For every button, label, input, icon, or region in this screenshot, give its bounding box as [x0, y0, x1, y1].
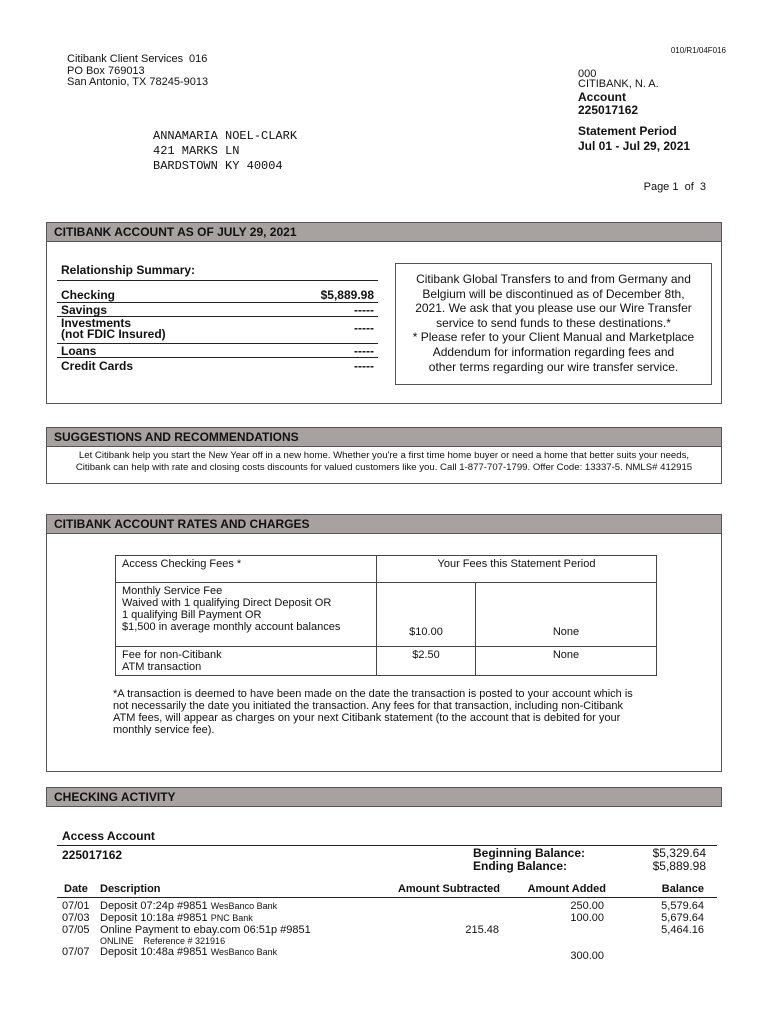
recipient-name: ANNAMARIA NOEL-CLARK [153, 129, 298, 143]
recipient-address-line1: 421 MARKS LN [153, 144, 240, 158]
monthly-fee-amount: $10.00 [377, 583, 476, 647]
row-desc-bank: WesBanco Bank [210, 947, 278, 957]
fees-header-left: Access Checking Fees * [116, 556, 377, 583]
notice-line: 2021. We ask that you please use our Wire Transfer [415, 301, 692, 316]
summary-rule [57, 357, 378, 358]
row-description [100, 946, 277, 958]
monthly-fee-line: $1,500 in average monthly account balances [122, 621, 341, 633]
summary-row-credit-cards [61, 359, 378, 373]
summary-row-loans [61, 344, 378, 358]
col-date: Date [64, 883, 88, 895]
suggestion-line: Let Citibank help you start the New Year off in a new home. Whether you're a first time home buyer or need a home that better suits your needs, [78, 450, 690, 461]
atm-fee-line: Fee for non-Citibank [122, 649, 222, 661]
row-description [100, 912, 253, 924]
summary-row-label: Savings [61, 303, 108, 317]
row-added: 300.00 [570, 950, 604, 962]
notice-line: * Please refer to your Client Manual and Marketplace [412, 330, 695, 345]
notice-line: Belgium will be discontinued as of December 8th, [422, 286, 685, 301]
fees-table [115, 555, 657, 676]
row-balance: 5,579.64 [661, 900, 704, 912]
table-row [57, 946, 717, 962]
atm-fee-line: ATM transaction [122, 661, 202, 673]
notice-line: Citibank Global Transfers to and from Germany and [416, 272, 691, 286]
account-label: Account [578, 90, 626, 104]
footnote-line: not necessarily the date you initiated the transaction. Any fees for that transaction, including non-Citibank [113, 700, 623, 712]
sender-address-line1: PO Box 769013 [67, 65, 145, 77]
row-date: 07/01 [62, 900, 90, 912]
notice-line: other terms regarding our wire transfer service. [428, 359, 679, 374]
suggestions-section-header: SUGGESTIONS AND RECOMMENDATIONS [46, 427, 722, 447]
footnote-line: ATM fees, will appear as charges on your next Citibank statement (to the account that is debited for your [113, 712, 621, 724]
summary-rule [57, 280, 378, 281]
fees-header-right: Your Fees this Statement Period [377, 556, 657, 583]
row-subtracted: 215.48 [465, 924, 499, 936]
relationship-summary-label: Relationship Summary: [61, 263, 196, 277]
row-description [100, 900, 277, 912]
row-description: Online Payment to ebay.com 06:51p #9851 [100, 924, 311, 936]
summary-row-label: Investments [61, 316, 132, 330]
col-amount-added: Amount Added [527, 883, 606, 895]
rates-section-header: CITIBANK ACCOUNT RATES AND CHARGES [46, 514, 722, 534]
col-balance: Balance [661, 883, 704, 895]
summary-row-value: ----- [354, 344, 374, 358]
summary-row-investments [61, 318, 378, 340]
summary-row-label: Credit Cards [61, 359, 134, 373]
summary-row-savings [61, 303, 378, 317]
table-row [57, 900, 717, 912]
wire-transfer-notice [395, 263, 712, 385]
row-date: 07/03 [62, 912, 90, 924]
monthly-fee-description [116, 583, 377, 647]
row-desc-text: Deposit 10:48a #9851 [100, 946, 208, 958]
row-added: 250.00 [570, 900, 604, 912]
activity-rule [57, 845, 717, 846]
bank-branch: 000 [578, 68, 597, 80]
summary-row-value: ----- [354, 321, 374, 335]
row-desc-bank: PNC Bank [210, 913, 253, 923]
summary-row-label: Checking [61, 288, 116, 302]
row-added: 100.00 [570, 912, 604, 924]
row-date: 07/05 [62, 924, 90, 936]
activity-account-label: Access Account [62, 829, 155, 843]
row-balance: 5,464.16 [661, 924, 704, 936]
beginning-balance-label: Beginning Balance: [473, 846, 586, 860]
summary-section-header: CITIBANK ACCOUNT AS OF JULY 29, 2021 [46, 222, 722, 242]
recipient-address-line2: BARDSTOWN KY 40004 [153, 159, 283, 173]
summary-row-value: ----- [354, 303, 374, 317]
atm-fee-description [116, 647, 377, 676]
suggestions-section-box [46, 447, 722, 484]
row-reference: ONLINE Reference # 321916 [100, 936, 226, 946]
fees-footnote [113, 688, 673, 736]
summary-row-label-note: (not FDIC Insured) [61, 327, 166, 341]
fees-row-atm [116, 647, 657, 676]
bank-name: CITIBANK, N. A. [578, 78, 659, 90]
footnote-line: *A transaction is deemed to have been made on the date the transaction is posted to your account which is [113, 688, 633, 700]
activity-account-number: 225017162 [62, 848, 123, 862]
activity-column-headers [57, 883, 717, 895]
statement-period-label: Statement Period [578, 124, 677, 138]
form-code: 010/R1/04F016 [670, 46, 726, 55]
row-balance: 5,679.64 [661, 912, 704, 924]
row-desc-bank: WesBanco Bank [210, 901, 278, 911]
row-desc-text: Deposit 10:18a #9851 [100, 912, 208, 924]
page-number: Page 1 of 3 [643, 181, 706, 193]
summary-row-value: $5,889.98 [320, 288, 374, 302]
summary-row-checking [61, 288, 378, 302]
table-row [57, 912, 717, 924]
atm-fee-yours: None [476, 647, 657, 676]
summary-row-value: ----- [354, 359, 374, 373]
notice-line: service to send funds to these destinations.* [436, 315, 671, 330]
summary-row-label: Loans [61, 344, 97, 358]
footnote-line: monthly service fee). [113, 724, 215, 736]
sender-address-line2: San Antonio, TX 78245-9013 [67, 76, 209, 88]
activity-header-rule [57, 897, 717, 898]
fees-row-monthly [116, 583, 657, 647]
sender-code: 016 [189, 53, 208, 65]
col-amount-subtracted: Amount Subtracted [397, 883, 500, 895]
monthly-fee-yours: None [476, 583, 657, 647]
row-date: 07/07 [62, 946, 90, 958]
monthly-fee-line: Monthly Service Fee [122, 585, 223, 597]
col-description: Description [100, 883, 161, 895]
ending-balance-value: $5,889.98 [652, 859, 706, 873]
notice-line: Addendum for information regarding fees and [432, 344, 675, 359]
statement-period-value: Jul 01 - Jul 29, 2021 [578, 139, 691, 153]
sender-name: Citibank Client Services [67, 53, 184, 65]
account-number: 225017162 [578, 103, 639, 117]
beginning-balance-value: $5,329.64 [652, 846, 706, 860]
suggestion-line: Citibank can help with rate and closing costs discounts for valued customers like you. Call 1-877-707-1799. Offer Code: 13337-5. NMLS# 412915 [75, 462, 693, 473]
activity-section-header: CHECKING ACTIVITY [46, 787, 722, 807]
fees-table-header-row [116, 556, 657, 583]
monthly-fee-line: 1 qualifying Bill Payment OR [122, 609, 262, 621]
table-row [57, 924, 717, 936]
monthly-fee-line: Waived with 1 qualifying Direct Deposit OR [122, 597, 332, 609]
ending-balance-label: Ending Balance: [473, 859, 568, 873]
row-desc-text: Deposit 07:24p #9851 [100, 900, 208, 912]
atm-fee-amount: $2.50 [377, 647, 476, 676]
